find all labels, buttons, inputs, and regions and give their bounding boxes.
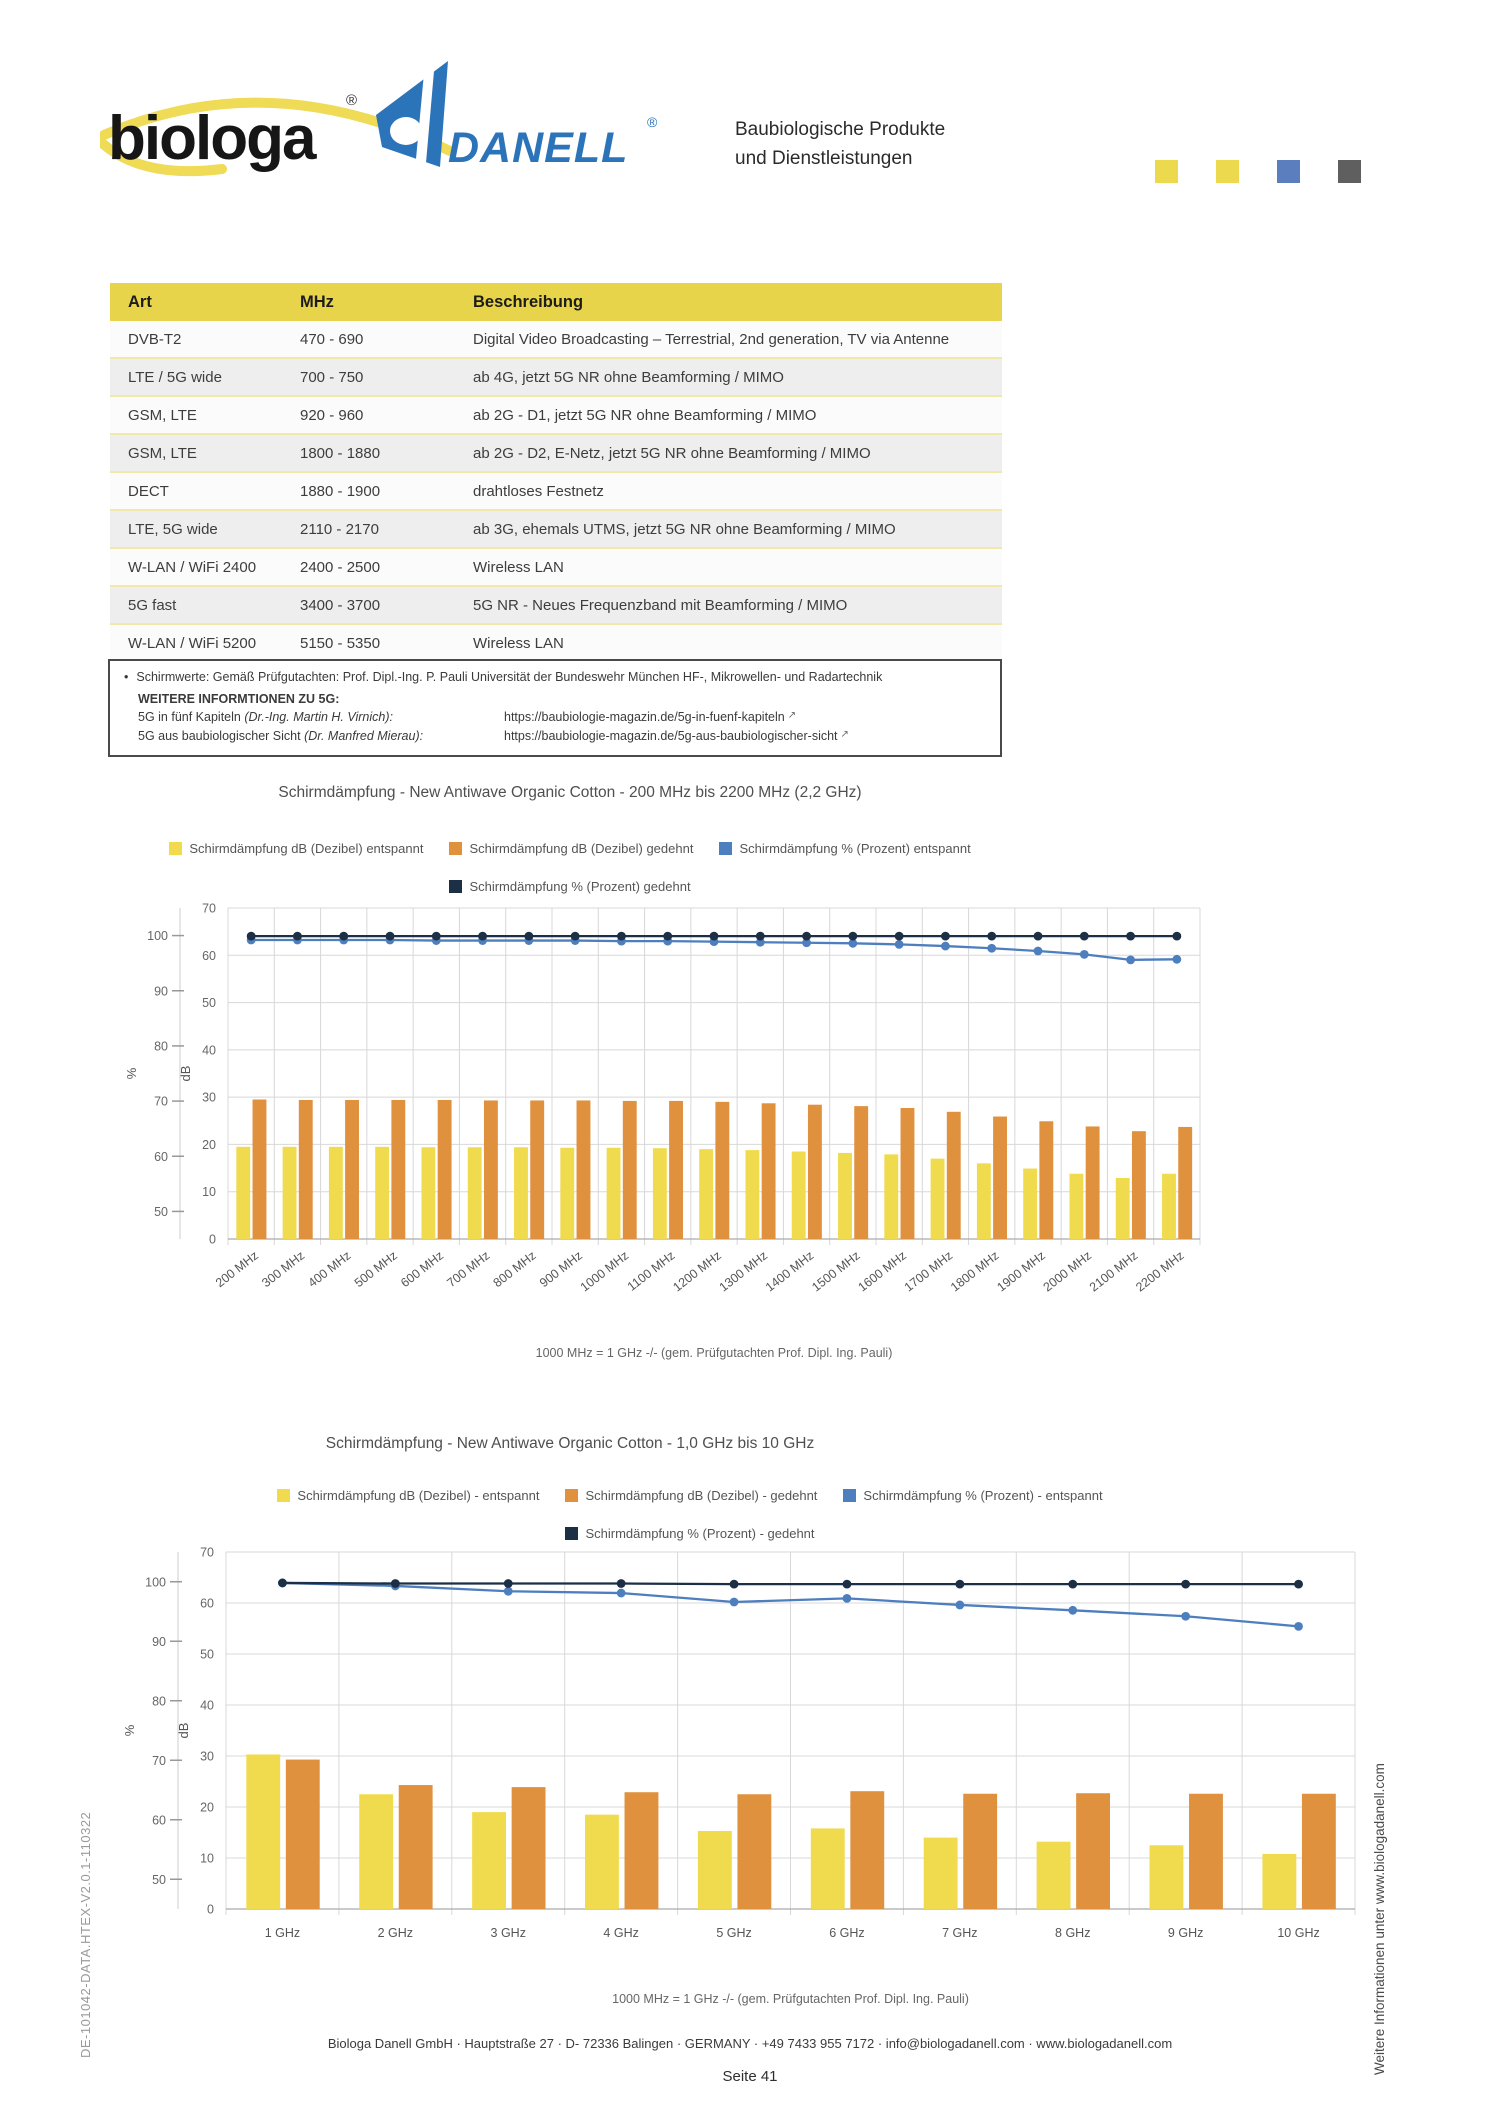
line-marker [955, 1580, 964, 1589]
cell-art: W-LAN / WiFi 2400 [128, 558, 257, 576]
y-axis-pct-tick: 100 [145, 1575, 166, 1590]
line-marker [278, 1579, 287, 1588]
link-label [138, 708, 504, 727]
x-axis-tick: 1200 MHz [670, 1248, 724, 1295]
line-marker [478, 932, 487, 941]
biologa-danell-logo [100, 45, 700, 185]
x-axis-tick: 1500 MHz [809, 1248, 863, 1295]
cell-beschreibung: Wireless LAN [473, 634, 564, 652]
legend-item [565, 1488, 817, 1503]
line-marker [247, 932, 256, 941]
column-header: Art [128, 292, 152, 311]
logo-registered-icon: ® [346, 92, 358, 109]
bar-gedehnt [1076, 1793, 1110, 1909]
company-tagline [735, 116, 945, 173]
y-axis-db-tick: 70 [202, 901, 216, 916]
x-axis-tick: 4 GHz [603, 1926, 639, 1940]
line-marker [391, 1579, 400, 1588]
bar-gedehnt [623, 1101, 637, 1239]
line-marker [895, 932, 904, 941]
y-axis-pct-tick: 90 [154, 984, 168, 999]
logo-mark-circle [390, 117, 422, 145]
y-axis-db-tick: 10 [200, 1851, 214, 1866]
bar-entspannt [838, 1153, 852, 1239]
line-marker [955, 1601, 964, 1610]
chart2-plot [100, 1545, 1440, 2025]
table-row [110, 473, 1002, 511]
legend-label: Schirmdämpfung dB (Dezibel) - entspannt [297, 1488, 540, 1503]
bar-entspannt [977, 1163, 991, 1239]
x-axis-tick: 700 MHz [444, 1248, 493, 1291]
frequency-table [110, 283, 1002, 664]
bar-entspannt [514, 1147, 528, 1239]
legend-swatch-icon [843, 1489, 856, 1502]
link-url-5g-baubiologisch[interactable]: https://baubiologie-magazin.de/5g-aus-baubiologischer-sicht [504, 728, 838, 743]
external-link-icon: ↗ [840, 728, 849, 740]
x-axis-tick: 2000 MHz [1040, 1248, 1095, 1295]
cell-beschreibung: drahtloses Festnetz [473, 482, 604, 500]
line-marker [843, 1580, 852, 1589]
bar-entspannt [375, 1147, 389, 1239]
bar-gedehnt [625, 1792, 659, 1909]
legend-swatch-icon [565, 1489, 578, 1502]
cell-beschreibung: Wireless LAN [473, 558, 564, 576]
chart2-legend-row1 [130, 1488, 1250, 1503]
bar-gedehnt [253, 1100, 267, 1239]
bar-entspannt [607, 1148, 621, 1239]
cell-beschreibung: ab 2G - D1, jetzt 5G NR ohne Beamforming / MIMO [473, 406, 817, 424]
cell-art: LTE / 5G wide [128, 368, 222, 386]
line-marker [1034, 947, 1043, 956]
legend-swatch-icon [565, 1527, 578, 1540]
bar-entspannt [1162, 1174, 1176, 1239]
cell-mhz: 2400 - 2500 [300, 558, 381, 576]
line-marker [1294, 1580, 1303, 1589]
bar-entspannt [468, 1147, 482, 1239]
legend-swatch-icon [277, 1489, 290, 1502]
legend-item [277, 1488, 539, 1503]
y-axis-pct-tick: 90 [152, 1634, 166, 1649]
line-marker [1080, 950, 1089, 959]
bar-entspannt [246, 1754, 280, 1909]
bar-entspannt [1023, 1169, 1037, 1239]
note-line-schirmwerte [124, 670, 986, 684]
line-marker [617, 1589, 626, 1598]
x-axis-tick: 9 GHz [1167, 1926, 1204, 1940]
logo-mark-icon [376, 61, 448, 167]
chart1-title: Schirmdämpfung - New Antiwave Organic Cotton - 200 MHz bis 2200 MHz (2,2 GHz) [278, 784, 862, 801]
bar-gedehnt [715, 1102, 729, 1239]
legend-label: Schirmdämpfung dB (Dezibel) entspannt [189, 841, 424, 856]
x-axis-tick: 200 MHz [212, 1248, 261, 1291]
legend-swatch-icon [719, 842, 732, 855]
bar-entspannt [924, 1838, 958, 1909]
cell-mhz: 3400 - 3700 [300, 596, 381, 614]
cell-mhz: 920 - 960 [300, 406, 364, 424]
chart1-caption: 1000 MHz = 1 GHz -/- (gem. Prüfgutachten Prof. Dipl. Ing. Pauli) [535, 1346, 893, 1360]
bar-gedehnt [484, 1100, 498, 1239]
line-marker [710, 932, 719, 941]
bar-gedehnt [345, 1100, 359, 1239]
x-axis-tick: 6 GHz [829, 1926, 865, 1940]
bar-gedehnt [530, 1100, 544, 1239]
bar-gedehnt [1189, 1794, 1223, 1909]
y-axis-pct-tick: 80 [152, 1694, 166, 1709]
note-heading: WEITERE INFORMTIONEN ZU 5G: [138, 692, 340, 706]
table-row [110, 397, 1002, 435]
x-axis-tick: 1100 MHz [624, 1248, 678, 1294]
y-axis-db-tick: 40 [202, 1043, 216, 1058]
line-marker [1080, 932, 1089, 941]
bar-entspannt [1069, 1174, 1083, 1239]
bar-gedehnt [1302, 1794, 1336, 1909]
link-label [138, 727, 504, 746]
line-marker [987, 932, 996, 941]
line-marker [432, 932, 441, 941]
link-author-text: (Dr. Manfred Mierau): [304, 728, 424, 743]
line-marker [504, 1579, 513, 1588]
cell-mhz: 5150 - 5350 [300, 634, 381, 652]
x-axis-tick: 1300 MHz [716, 1248, 771, 1295]
x-axis-tick: 1400 MHz [762, 1248, 817, 1295]
y-axis-pct-tick: 80 [154, 1039, 168, 1054]
legend-label: Schirmdämpfung dB (Dezibel) gedehnt [469, 841, 694, 856]
x-axis-tick: 900 MHz [536, 1248, 585, 1291]
chart2-caption: 1000 MHz = 1 GHz -/- (gem. Prüfgutachten Prof. Dipl. Ing. Pauli) [612, 1992, 969, 2006]
bar-gedehnt [299, 1100, 313, 1239]
line-marker [1068, 1580, 1077, 1589]
bar-gedehnt [901, 1108, 915, 1239]
note-link-row-1 [138, 708, 986, 727]
cell-mhz: 1880 - 1900 [300, 482, 381, 500]
link-url-5g-kapiteln[interactable]: https://baubiologie-magazin.de/5g-in-fuenf-kapiteln [504, 710, 785, 724]
table-body [110, 321, 1002, 664]
bar-entspannt [745, 1150, 759, 1239]
note-text: Schirmwerte: Gemäß Prüfgutachten: Prof. Dipl.-Ing. P. Pauli Universität der Bundeswehr München HF-, Mikrowellen- und Radartechnik [136, 670, 883, 684]
bullet-icon: • [124, 670, 129, 684]
bar-gedehnt [854, 1106, 868, 1239]
x-axis-tick: 8 GHz [1055, 1926, 1091, 1940]
table-row [110, 549, 1002, 587]
bar-gedehnt [1086, 1126, 1100, 1239]
note-box [108, 659, 1002, 757]
bar-gedehnt [1132, 1131, 1146, 1239]
bar-gedehnt [391, 1100, 405, 1239]
cell-art: GSM, LTE [128, 444, 197, 462]
line-marker [617, 1579, 626, 1588]
cell-mhz: 470 - 690 [300, 330, 364, 348]
x-axis-tick: 2200 MHz [1133, 1248, 1187, 1295]
legend-label: Schirmdämpfung % (Prozent) gedehnt [469, 879, 691, 894]
cell-beschreibung: ab 3G, ehemals UTMS, jetzt 5G NR ohne Beamforming / MIMO [473, 520, 896, 538]
bar-entspannt [1037, 1842, 1071, 1909]
cell-mhz: 1800 - 1880 [300, 444, 381, 462]
cell-art: 5G fast [128, 596, 177, 614]
line-marker [848, 932, 857, 941]
legend-item [449, 841, 693, 856]
table-row [110, 359, 1002, 397]
bar-entspannt [236, 1147, 250, 1239]
bar-entspannt [884, 1154, 898, 1239]
bar-gedehnt [1039, 1121, 1053, 1239]
chart1-legend-row2 [130, 879, 1010, 894]
bar-entspannt [792, 1152, 806, 1239]
line-marker [571, 932, 580, 941]
line-marker [504, 1587, 513, 1596]
y-axis-label-db: dB [176, 1722, 191, 1739]
cell-mhz: 2110 - 2170 [300, 520, 379, 538]
line-marker [843, 1594, 852, 1603]
line-marker [339, 932, 348, 941]
table-row [110, 435, 1002, 473]
y-axis-pct-tick: 70 [152, 1753, 166, 1768]
brand-color-squares [1155, 160, 1361, 183]
y-axis-db-tick: 60 [200, 1596, 214, 1611]
cell-art: DVB-T2 [128, 330, 182, 348]
bar-entspannt [329, 1147, 343, 1239]
column-header: MHz [300, 292, 334, 311]
line-marker [1172, 932, 1181, 941]
y-axis-db-tick: 30 [200, 1749, 214, 1764]
page-number: Seite 41 [722, 2068, 778, 2085]
cell-beschreibung: ab 2G - D2, E-Netz, jetzt 5G NR ohne Beamforming / MIMO [473, 444, 871, 462]
bar-entspannt [699, 1149, 713, 1239]
line-marker [1126, 955, 1135, 964]
y-axis-db-tick: 20 [202, 1137, 216, 1152]
legend-label: Schirmdämpfung % (Prozent) entspannt [739, 841, 971, 856]
link-label-text: 5G aus baubiologischer Sicht [138, 728, 301, 743]
line-marker [756, 932, 765, 941]
bar-entspannt [1262, 1854, 1296, 1909]
x-axis-tick: 800 MHz [490, 1248, 539, 1291]
note-link-row-2 [138, 727, 986, 746]
line-marker [1294, 1622, 1303, 1631]
line-marker [1181, 1612, 1190, 1621]
x-axis-tick: 1 GHz [264, 1926, 301, 1940]
bar-gedehnt [512, 1787, 546, 1909]
cell-art: W-LAN / WiFi 5200 [128, 634, 257, 652]
line-pct-gedehnt [282, 1583, 1298, 1584]
y-axis-label-percent: % [124, 1067, 139, 1080]
line-marker [802, 932, 811, 941]
legend-swatch-icon [169, 842, 182, 855]
bar-entspannt [283, 1147, 297, 1239]
x-axis-tick: 500 MHz [351, 1248, 400, 1291]
legend-swatch-icon [449, 842, 462, 855]
legend-item [169, 841, 423, 856]
table-row [110, 587, 1002, 625]
cell-art: LTE, 5G wide [128, 520, 218, 538]
bar-gedehnt [669, 1101, 683, 1239]
chart2-title: Schirmdämpfung - New Antiwave Organic Cotton - 1,0 GHz bis 10 GHz [325, 1435, 815, 1452]
color-square-yellow-1 [1155, 160, 1178, 183]
bar-gedehnt [737, 1794, 771, 1909]
line-marker [524, 932, 533, 941]
bar-entspannt [811, 1828, 845, 1909]
table-header-row [110, 283, 1002, 321]
line-marker [730, 1580, 739, 1589]
legend-item [449, 879, 690, 894]
legend-item [843, 1488, 1102, 1503]
bar-entspannt [698, 1831, 732, 1909]
line-marker [1034, 932, 1043, 941]
bar-entspannt [421, 1147, 435, 1239]
bar-entspannt [359, 1794, 393, 1909]
x-axis-tick: 600 MHz [398, 1248, 447, 1291]
bar-gedehnt [947, 1112, 961, 1239]
legend-item [719, 841, 970, 856]
bar-entspannt [1116, 1178, 1130, 1239]
color-square-gray [1338, 160, 1361, 183]
y-axis-label-db: dB [178, 1065, 193, 1082]
logo-danell-text: DANELL [448, 124, 629, 172]
x-axis-tick: 1900 MHz [994, 1248, 1048, 1295]
x-axis-tick: 10 GHz [1277, 1926, 1320, 1940]
cell-beschreibung: ab 4G, jetzt 5G NR ohne Beamforming / MIMO [473, 368, 784, 386]
x-axis-tick: 2100 MHz [1086, 1248, 1141, 1295]
bar-gedehnt [399, 1785, 433, 1909]
x-axis-tick: 7 GHz [942, 1926, 978, 1940]
line-marker [987, 944, 996, 953]
link-label-text: 5G in fünf Kapiteln [138, 710, 241, 724]
column-header: Beschreibung [473, 292, 584, 311]
x-axis-tick: 300 MHz [259, 1248, 308, 1291]
chart2-legend-row2 [130, 1526, 1250, 1541]
logo-biologa-text: biologa [108, 104, 315, 173]
bar-entspannt [653, 1148, 667, 1239]
y-axis-pct-tick: 50 [154, 1204, 168, 1219]
y-axis-pct-tick: 100 [147, 929, 168, 944]
x-axis-tick: 1000 MHz [577, 1248, 632, 1295]
tagline-line2: und Dienstleistungen [735, 147, 913, 169]
y-axis-db-tick: 70 [200, 1545, 214, 1560]
x-axis-tick: 1700 MHz [901, 1248, 956, 1295]
legend-label: Schirmdämpfung % (Prozent) - entspannt [863, 1488, 1103, 1503]
y-axis-pct-tick: 60 [152, 1813, 166, 1828]
y-axis-label-percent: % [122, 1724, 137, 1737]
bar-entspannt [472, 1812, 506, 1909]
y-axis-db-tick: 30 [202, 1090, 216, 1105]
legend-label: Schirmdämpfung % (Prozent) - gedehnt [585, 1526, 815, 1541]
bar-gedehnt [993, 1117, 1007, 1239]
chart1-legend-row1 [130, 841, 1010, 856]
legend-item [565, 1526, 814, 1541]
bar-gedehnt [808, 1105, 822, 1239]
y-axis-db-tick: 0 [207, 1902, 214, 1917]
document-code-vertical: DE-101042-DATA.HTEX-V2.0.1-110322 [78, 1811, 93, 2058]
bar-gedehnt [1178, 1127, 1192, 1239]
y-axis-db-tick: 60 [202, 948, 216, 963]
bar-gedehnt [286, 1760, 320, 1909]
line-marker [1181, 1580, 1190, 1589]
cell-art: DECT [128, 482, 169, 500]
y-axis-pct-tick: 60 [154, 1149, 168, 1164]
bar-gedehnt [850, 1791, 884, 1909]
x-axis-tick: 400 MHz [305, 1248, 354, 1291]
line-marker [617, 932, 626, 941]
y-axis-pct-tick: 70 [154, 1094, 168, 1109]
more-info-vertical: Weitere Informationen unter www.biologadanell.com [1372, 1763, 1387, 2075]
footer-company-line: Biologa Danell GmbH · Hauptstraße 27 · D- 72336 Balingen · GERMANY · +49 7433 955 7172 · info@biologadanell.com · www.biologadanell.com [327, 2036, 1173, 2051]
bar-gedehnt [963, 1794, 997, 1909]
y-axis-db-tick: 50 [200, 1647, 214, 1662]
line-marker [730, 1598, 739, 1607]
line-marker [941, 932, 950, 941]
bar-entspannt [585, 1815, 619, 1909]
line-marker [941, 942, 950, 951]
color-square-blue [1277, 160, 1300, 183]
bar-gedehnt [577, 1100, 591, 1239]
y-axis-db-tick: 20 [200, 1800, 214, 1815]
line-marker [1068, 1606, 1077, 1615]
x-axis-tick: 2 GHz [377, 1926, 414, 1940]
bar-entspannt [560, 1148, 574, 1239]
chart1-plot [100, 900, 1280, 1405]
cell-mhz: 700 - 750 [300, 368, 364, 386]
line-marker [293, 932, 302, 941]
line-marker [1126, 932, 1135, 941]
y-axis-pct-tick: 50 [152, 1872, 166, 1887]
y-axis-db-tick: 10 [202, 1185, 216, 1200]
legend-swatch-icon [449, 880, 462, 893]
line-marker [895, 940, 904, 949]
y-axis-db-tick: 50 [202, 996, 216, 1011]
link-author-text: (Dr.-Ing. Martin H. Virnich): [244, 710, 393, 724]
x-axis-tick: 3 GHz [490, 1926, 526, 1940]
cell-art: GSM, LTE [128, 406, 197, 424]
bar-gedehnt [762, 1103, 776, 1239]
y-axis-db-tick: 0 [209, 1232, 216, 1247]
tagline-line1: Baubiologische Produkte [735, 119, 946, 140]
bar-entspannt [1150, 1845, 1184, 1909]
line-marker [663, 932, 672, 941]
line-marker [386, 932, 395, 941]
bar-entspannt [931, 1159, 945, 1239]
table-row [110, 511, 1002, 549]
y-axis-db-tick: 40 [200, 1698, 214, 1713]
legend-label: Schirmdämpfung dB (Dezibel) - gedehnt [585, 1488, 818, 1503]
x-axis-tick: 1800 MHz [948, 1248, 1002, 1295]
table-row [110, 321, 1002, 359]
x-axis-tick: 5 GHz [716, 1926, 752, 1940]
color-square-yellow-2 [1216, 160, 1239, 183]
cell-beschreibung: 5G NR - Neues Frequenzband mit Beamforming / MIMO [473, 596, 848, 614]
bar-gedehnt [438, 1100, 452, 1239]
external-link-icon: ↗ [787, 710, 797, 721]
cell-beschreibung: Digital Video Broadcasting – Terrestrial, 2nd generation, TV via Antenne [473, 330, 950, 348]
line-marker [1172, 955, 1181, 964]
logo-registered-icon-2: ® [647, 114, 658, 130]
x-axis-tick: 1600 MHz [855, 1248, 909, 1295]
